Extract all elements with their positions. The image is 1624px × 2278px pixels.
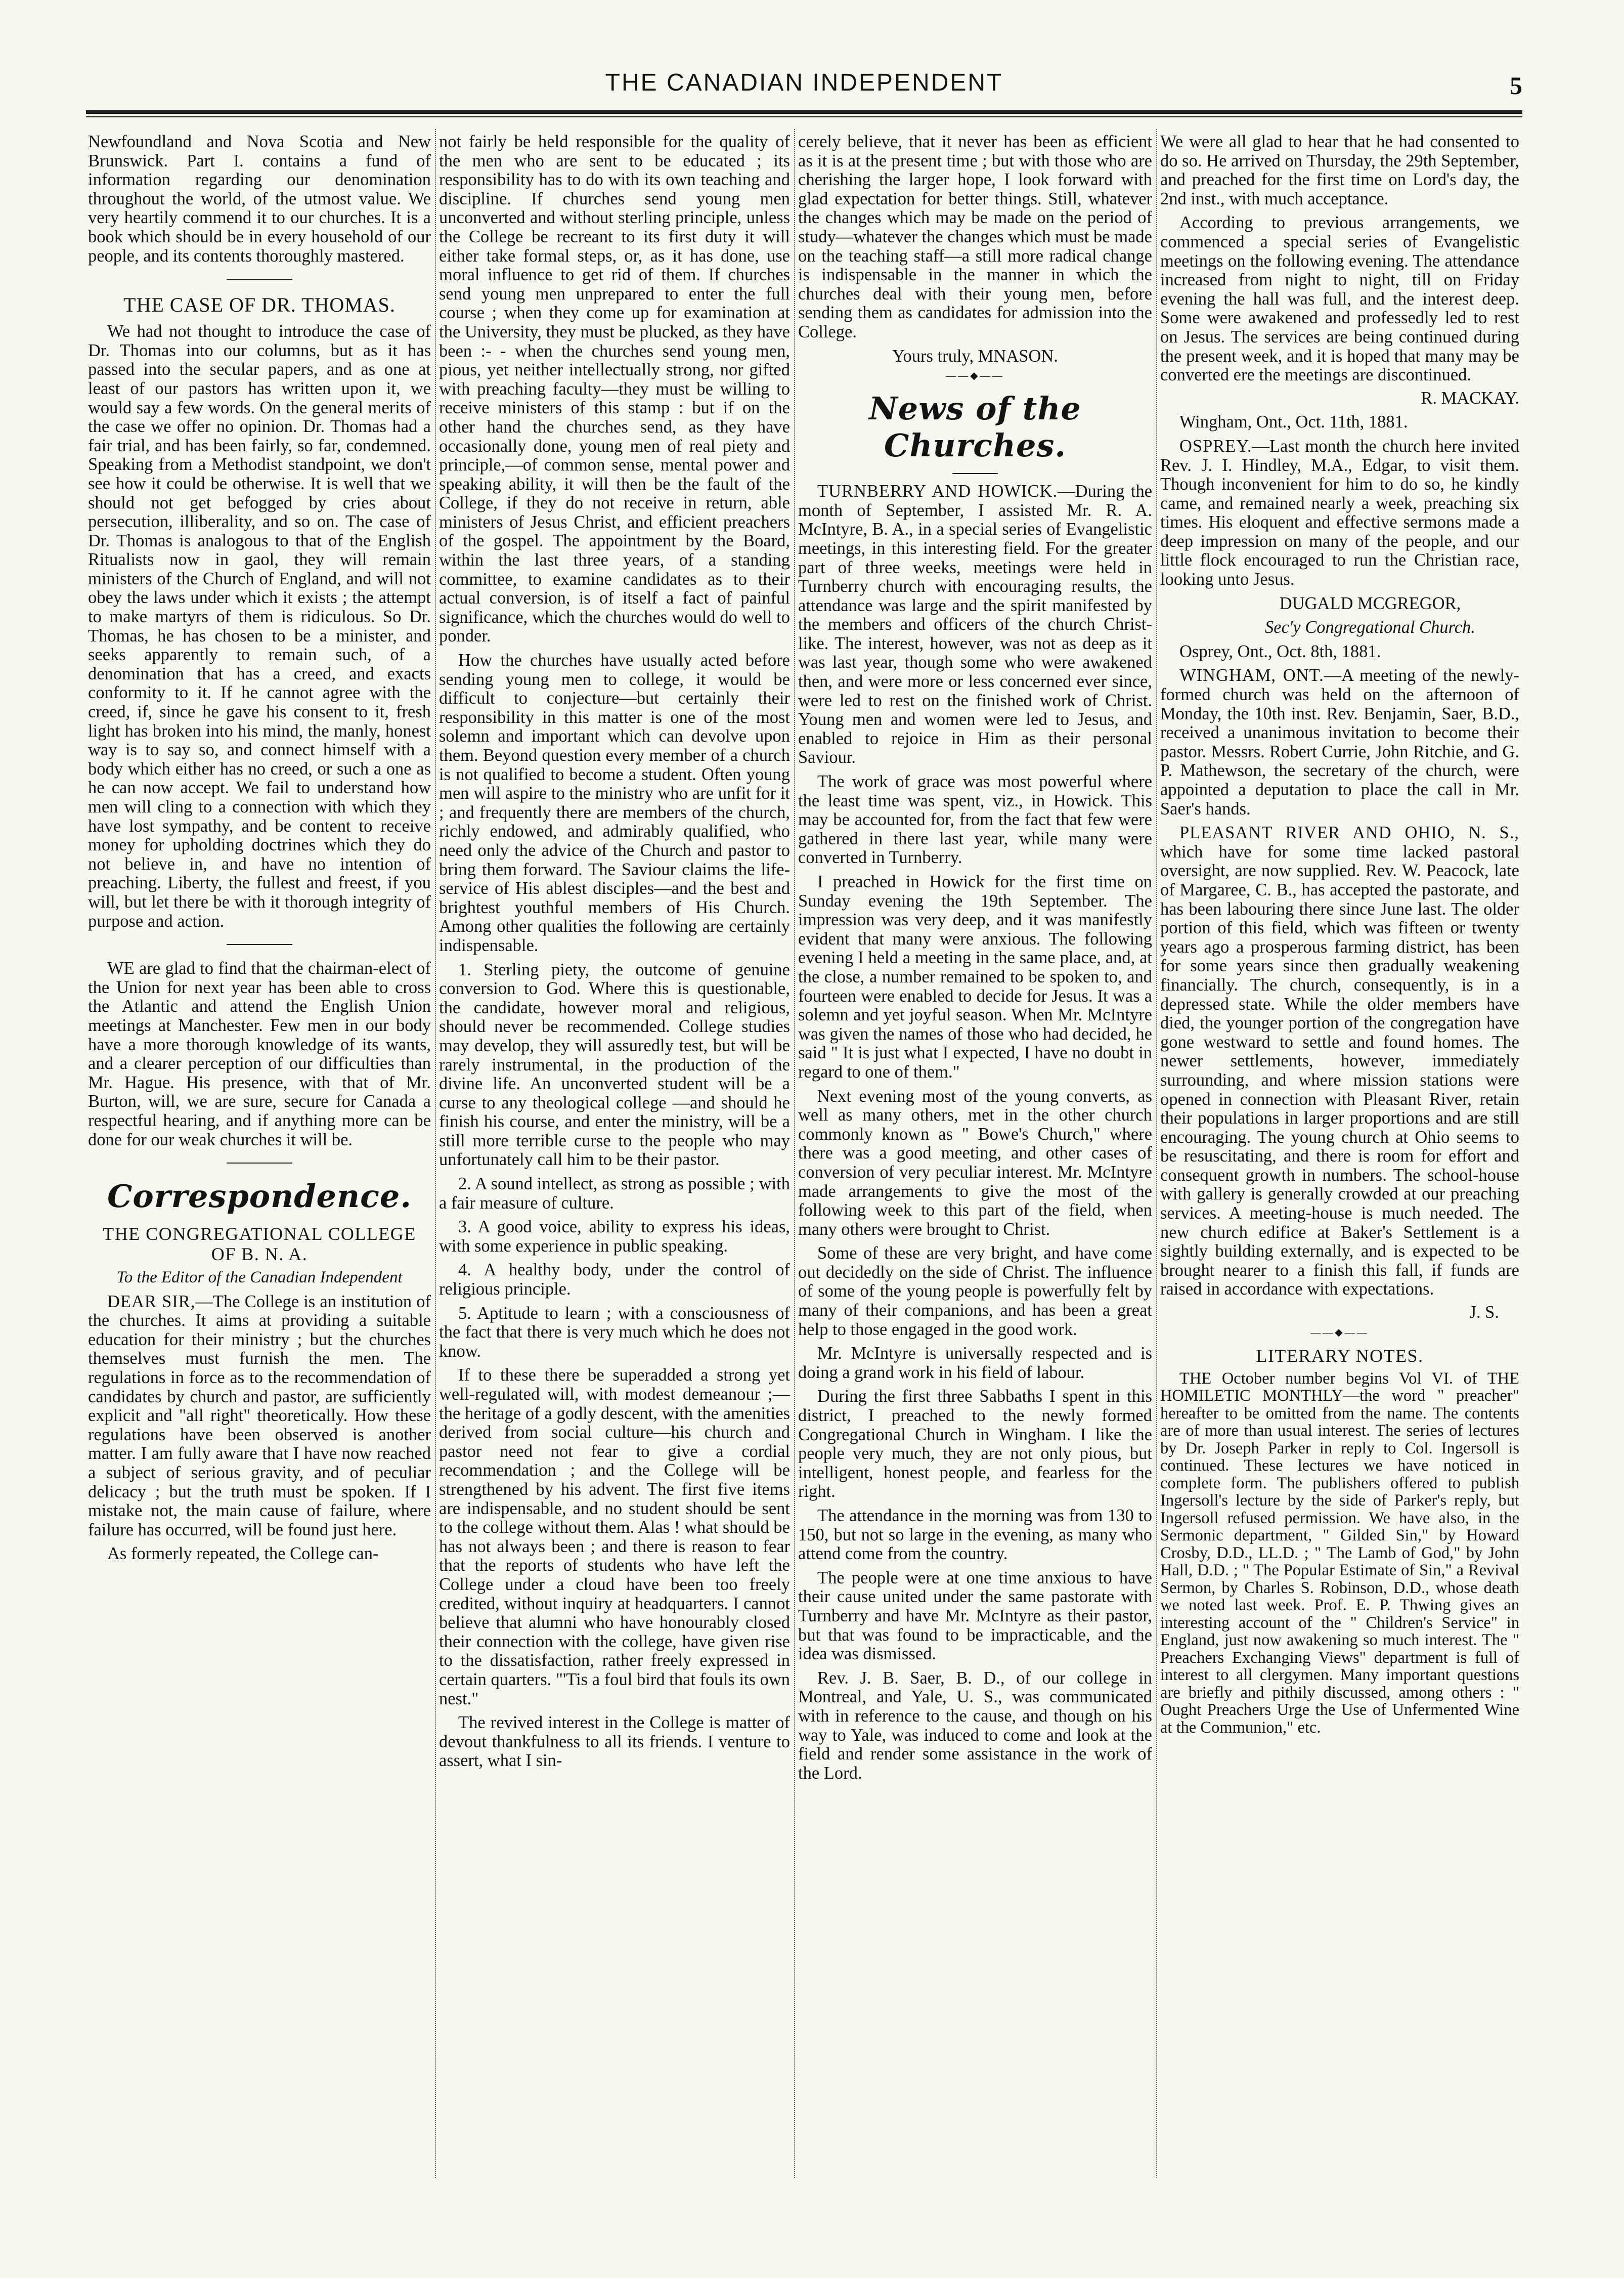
very-bright-paragraph: Some of these are very bright, and have come out decidedly on the side of Christ. The influence of some of the young people is powerfully felt by many of their companions, and has been a great help to those engaged in the good work. [798, 1243, 1152, 1339]
header-rule-thick [86, 110, 1522, 114]
column-2 [439, 133, 790, 2171]
column-1 [88, 133, 431, 2171]
people-anxious-paragraph: The people were at one time anxious to have their cause united under the same pastorate with Turnberry and have Mr. McIntyre as their pastor, but that was found to be impracticable, and the idea was dismissed. [798, 1568, 1152, 1664]
consented-paragraph: We were all glad to hear that he had consented to do so. He arrived on Thursday, the 29th September, and preached for the first time on Lord's day, the 2nd inst., with much acceptance. [1160, 133, 1519, 208]
wingham-lead: WINGHAM, ONT. [1179, 666, 1324, 685]
ornament-divider: ——◆—— [1310, 1326, 1369, 1338]
literary-notes-paragraph: THE October number begins Vol VI. of THE HOMILETIC MONTHLY—the word " preacher" hereafter to be omitted from the name. The contents are of more than usual interest. The series of lectures by Dr. Joseph Parker in reply to Col. Ingersoll is continued. These lectures we have noticed in complete form. The publishers offered to publish Ingersoll's lecture by the side of Parker's reply, but Ingersoll refused permission. We have also, in the Sermonic department, " Gilded Sin," by Howard Crosby, D.D., LL.D. ; " The Lamb of God," by John Hall, D.D. ; " The Popular Estimate of Sin," a Revival Sermon, by Charles S. Robinson, D.D., whose death we noted last week. Prof. E. P. Thwing gives an interesting account of the " Children's Service" in England, just now awakening so much interest. The " Preachers Exchanging Views" department is full of interest to all clergymen. Many important questions are briefly and pithily discussed, among others : " Ought Preachers Urge the Use of Unfermented Wine at the Communion," etc. [1160, 1369, 1519, 1737]
previous-arrangements-paragraph: According to previous arrangements, we commenced a special series of Evangelistic meetings on the following evening. The attendance increased from night to night, till on Friday evening the hall was full, and the interest deep. Some were awakened and professedly led to rest on Jesus. The services are being continued during the present week, and it is hoped that many may be converted ere the meetings are discontinued. [1160, 213, 1519, 385]
dear-sir-paragraph [88, 1293, 431, 1540]
attendance-paragraph: The attendance in the morning was from 130 to 150, but not so large in the evening, as many who attend come from the country. [798, 1506, 1152, 1564]
healthy-body-paragraph: 4. A healthy body, under the control of religious principle. [439, 1260, 790, 1299]
pleasant-river-text: which have for some time lacked pastoral oversight, are now supplied. Rev. W. Peacock, late of Margaree, C. B., has accepted the pastorate, and has been labouring there since June last. The older portion of this field, which was fifteen or twenty years ago a prosperous farming district, has been for some years since then gradually weakening financially. The church, consequently, is in a depressed state. While the older members have died, the younger portion of the congregation have gone westward to settle and found homes. The newer settlements, however, immediately surrounding, and where mission stations were opened in connection with Pleasant River, retain their populations in larger proportions and are still encouraging. The young church at Ohio seems to be resuscitating, and there is room for effort and consequent growth in numbers. The school-house with gallery is generally crowded at our preaching services. A meeting-house is much needed. The new church edifice at Baker's Settlement is a sightly building externally, and is expected to be brought nearer to a finish this fall, if funds are raised in accordance with expectations. [1160, 842, 1519, 1299]
signature-mcgregor: DUGALD MCGREGOR, [1279, 593, 1461, 613]
dear-sir-text: —The College is an institution of the churches. It aims at providing a suitable education for their ministry ; but the churches themselves must furnish the men. The regulations in force as to the recommendation of candidates by church and pastor, are sufficiently explicit and "all right" theoretically. How these regulations have been observed is another matter. I am fully aware that I have now reached a subject of serious gravity, and of peculiar delicacy ; but the truth must be spoken. If I mistake not, the main cause of failure, where failure has occurred, will be found just here. [88, 1292, 431, 1539]
signature-js: J. S. [1469, 1303, 1499, 1322]
dr-thomas-heading: THE CASE OF DR. THOMAS. [123, 293, 396, 317]
wingham-text: —A meeting of the newly-formed church was held on the afternoon of Monday, the 10th inst. Rev. Benjamin, Saer, B.D., received a unanimous invitation to become their pastor. Messrs. Robert Currie, John Ritchie, and G. P. Mathewson, the secretary of the church, were appointed a deputation to place the call in Mr. Saer's hands. [1160, 666, 1519, 819]
page-header [86, 60, 1522, 110]
column-divider-1 [435, 129, 436, 2178]
osprey-lead: OSPREY. [1179, 436, 1252, 456]
page-number: 5 [1510, 71, 1522, 100]
superadded-paragraph: If to these there be superadded a strong yet well-regulated will, with modest demeanour ;—the heritage of a godly descent, with the amenities derived from social culture—his church and pastor need not fear to give a cordial recommendation ; and the College will be strengthened by his advent. The first five items are indispensable, and no student should be sent to the college without them. Alas ! what should be has not always been ; and there is reason to fear that the reports of students who have left the College under a cloud have been too freely credited, without inquiry at headquarters. I cannot believe that alumni who have honourably closed their connection with the college, have given rise to the dissatisfaction, rather freely expressed in certain quarters. "'Tis a foul bird that fouls its own nest." [439, 1365, 790, 1708]
section-divider [227, 1163, 292, 1164]
newspaper-title: THE CANADIAN INDEPENDENT [605, 69, 1003, 96]
formerly-paragraph: As formerly repeated, the College can- [107, 1544, 379, 1564]
newfoundland-paragraph: Newfoundland and Nova Scotia and New Brunswick. Part I. contains a fund of information regarding our denomination throughout the world, of the utmost value. We very heartily commend it to our churches. It is a book which should be in every household of our people, and its contents thoroughly mastered. [88, 133, 431, 266]
good-voice-paragraph: 3. A good voice, ability to express his ideas, with some experience in public speaking. [439, 1217, 790, 1256]
column-3 [798, 133, 1152, 2171]
union-paragraph: WE are glad to find that the chairman-elect of the Union for next year has been able to cross the Atlantic and attend the English Union meetings at Manchester. Few men in our body have a more thorough knowledge of its wants, and a clearer perception of our difficulties than Mr. Hague. His presence, with that of Mr. Burton, will, we are sure, secure for Canada a respectful hearing, and if anything more can be done for our weak churches it will be. [88, 959, 431, 1149]
letter-signoff: Yours truly, MNASON. [892, 346, 1058, 366]
pleasant-river-lead: PLEASANT RIVER AND OHIO, N. S., [1179, 823, 1519, 843]
news-heading: News of the Churches. [869, 390, 1081, 464]
aptitude-paragraph: 5. Aptitude to learn ; with a consciousness of the fact that there is very much which he does not know. [439, 1303, 790, 1361]
next-evening-paragraph: Next evening most of the young converts, as well as many others, met in the other church commonly known as " Bowe's Church," where there was a good meeting, and other cases of conversion of very peculiar interest. Mr. McIntyre made arrangements to give the most of the following week to this part of the field, when many others were brought to Christ. [798, 1086, 1152, 1239]
section-divider [227, 279, 292, 280]
turnberry-paragraph [798, 482, 1152, 767]
dateline-wingham: Wingham, Ont., Oct. 11th, 1881. [1179, 412, 1408, 432]
osprey-text: —Last month the church here invited Rev. J. I. Hindley, M.A., Edgar, to visit them. Though inconvenient for him to do so, he kindly came, and remained nearly a week, preaching six times. His eloquent and effective sermons made a deep impression on many of the people, and our little flock encouraged to run the Christian race, looking unto Jesus. [1160, 436, 1519, 589]
header-rule-thin [86, 116, 1522, 117]
column-divider-3 [1156, 129, 1157, 2178]
turnberry-lead: TURNBERRY AND HOWICK. [817, 482, 1058, 501]
section-divider [227, 944, 292, 945]
pleasant-river-paragraph [1160, 824, 1519, 1299]
salutation: To the Editor of the Canadian Independent [116, 1268, 403, 1287]
section-divider [952, 473, 998, 474]
preached-howick-paragraph: I preached in Howick for the first time on Sunday evening the 19th September. The impression was very deep, and it was manifestly evident that many were anxious. The following evening I held a meeting in the same place, and, at the close, a number remained to be spoken to, and fourteen were enabled to decide for Jesus. It was a solemn and yet joyful season. When Mr. McIntyre was given the names of those who had decided, he said " It is just what I expected, I have no doubt in regard to one of them." [798, 872, 1152, 1082]
college-continued-paragraph: not fairly be held responsible for the quality of the men who are sent to be educated ; its responsibility has to do with its own teaching and discipline. If churches send young men unconverted and without sterling principle, unless the College be recreant to its first duty it will either take formal steps, or, as it has done, use moral influence to get rid of them. If churches send young men unprepared to enter the full course ; when they come up for examination at the University, they must be plucked, as they have been :- - when the churches send young men, pious, yet neither intellectually strong, nor gifted with preaching faculty—they must be willing to receive ministers of this stamp : but if on the other hand the churches send, as they have occasionally done, young men of real piety and principle,—of common sense, mental power and speaking ability, it will then be the fault of the College, if they do not receive in return, able ministers of Jesus Christ, and efficient preachers of the gospel. The appointment by the Board, within the last three years, of a standing committee, to examine candidates as to their actual conversion, is of itself a fact of painful significance, which the churches would do well to ponder. [439, 133, 790, 646]
churches-acted-paragraph: How the churches have usually acted before sending young men to college, it would be difficult to conjecture—but certainly their responsibility in this matter is one of the most solemn and important which can devolve upon them. Beyond question every member of a church is not qualified to become a student. Often young men will aspire to the ministry who are unfit for it ; and frequently there are members of the church, richly endowed, and admirably qualified, who need only the advice of the Church and pastor to bring them forward. The Saviour claims the life-service of His ablest disciples—and the best and brightest youthful members of His Church. Among other qualities the following are certainly indispensable. [439, 651, 790, 955]
osprey-paragraph [1160, 437, 1519, 589]
ornament-divider: ——◆—— [946, 370, 1004, 382]
college-heading: THE CONGREGATIONAL COLLEGE OF B. N. A. [103, 1224, 416, 1265]
dateline-osprey: Osprey, Ont., Oct. 8th, 1881. [1179, 641, 1381, 661]
revived-interest-paragraph: The revived interest in the College is matter of devout thankfulness to all its friends. I venture to assert, what I sin- [439, 1713, 790, 1771]
dr-thomas-paragraph: We had not thought to introduce the case of Dr. Thomas into our columns, but as it has passed into the secular papers, and as one at least of our pastors has written upon it, we would say a few words. On the general merits of the case we offer no opinion. Dr. Thomas had a fair trial, and has been fairly, so far, condemned. Speaking from a Methodist standpoint, we don't see how it could be otherwise. It is well that we should not get befogged by cries about persecution, illiberality, and so on. The case of Dr. Thomas is analogous to that of the English Ritualists now in gaol, they will remain ministers of the Church of England, and will not obey the laws under which it exists ; the attempt to make martyrs of them is ridiculous. So Dr. Thomas, he has chosen to be a minister, and seeks apparently to remain such, of a denomination that has a creed, and exacts conformity to it. If he cannot agree with the creed, if, since he gave his consent to it, fresh light has broken into his mind, the manly, honest way is to say so, and connect himself with a body which either has no creed, or such a one as he can now accept. We fail to understand how men will cling to a connection with which they have lost sympathy, and be content to receive money for upholding doctrines which they do not believe in, and have no intention of preaching. Liberty, the fullest and freest, if you will, but let there be with it thorough integrity of purpose and action. [88, 322, 431, 931]
dear-sir-lead: DEAR SIR, [107, 1292, 196, 1311]
signature-role: Sec'y Congregational Church. [1265, 618, 1475, 637]
literary-notes-heading: LITERARY NOTES. [1256, 1345, 1424, 1366]
sincerely-paragraph: cerely believe, that it never has been as efficient as it is at the present time ; but with those who are cherishing the larger hope, I look forward with glad expectation for better things. Still, whatever the changes which may be made on the period of study—whatever the changes which must be made on the teaching staff—a still more radical change is indispensable in the manner in which the churches deal with their young men, before sending them as candidates for admission into the College. [798, 133, 1152, 341]
column-divider-2 [794, 129, 795, 2178]
three-sabbaths-paragraph: During the first three Sabbaths I spent in this district, I preached to the newly formed Congregational Church in Wingham. I like the people very much, they are not only pious, but intelligent, honest people, and fearless for the right. [798, 1387, 1152, 1501]
correspondence-heading: Correspondence. [107, 1178, 412, 1215]
mcintyre-respected-paragraph: Mr. McIntyre is universally respected and is doing a grand work in his field of labour. [798, 1344, 1152, 1382]
column-4 [1160, 133, 1519, 2171]
turnberry-text: —During the month of September, I assisted Mr. R. A. McIntyre, B. A., in a special series of Evangelistic meetings, in this interesting field. For the greater part of three weeks, meetings were held in Turnberry church with encouraging results, the attendance was large and the spirit manifested by the members and officers of the church Christ-like. The interest, however, was not as deep as it was last year, though some who were awakened then, and were more or less concerned ever since, were led to rest on the finished work of Christ. Young men and women were led to Jesus, and enabled to rejoice in Him as their personal Saviour. [798, 482, 1152, 767]
sound-intellect-paragraph: 2. A sound intellect, as strong as possible ; with a fair measure of culture. [439, 1174, 790, 1213]
sterling-piety-paragraph: 1. Sterling piety, the outcome of genuine conversion to God. Where this is questionable, the candidate, however moral and religious, should never be recommended. College studies may develop, they will assuredly test, but will be rarely instrumental, in the production of the divine life. An unconverted student will be a curse to any theological college —and should he finish his course, and enter the ministry, will be a still more terrible curse to the people who may unfortunately call him to be their pastor. [439, 960, 790, 1170]
saer-paragraph: Rev. J. B. Saer, B. D., of our college in Montreal, and Yale, U. S., was communicated with in reference to the cause, and though on his way to Yale, was induced to come and look at the field and render some assistance in the work of the Lord. [798, 1668, 1152, 1783]
signature-mackay: R. MACKAY. [1421, 388, 1519, 408]
wingham-ont-paragraph [1160, 666, 1519, 819]
work-of-grace-paragraph: The work of grace was most powerful where the least time was spent, viz., in Howick. This may be accounted for, from the fact that few were gathered in there last year, while many were converted in Turnberry. [798, 772, 1152, 868]
